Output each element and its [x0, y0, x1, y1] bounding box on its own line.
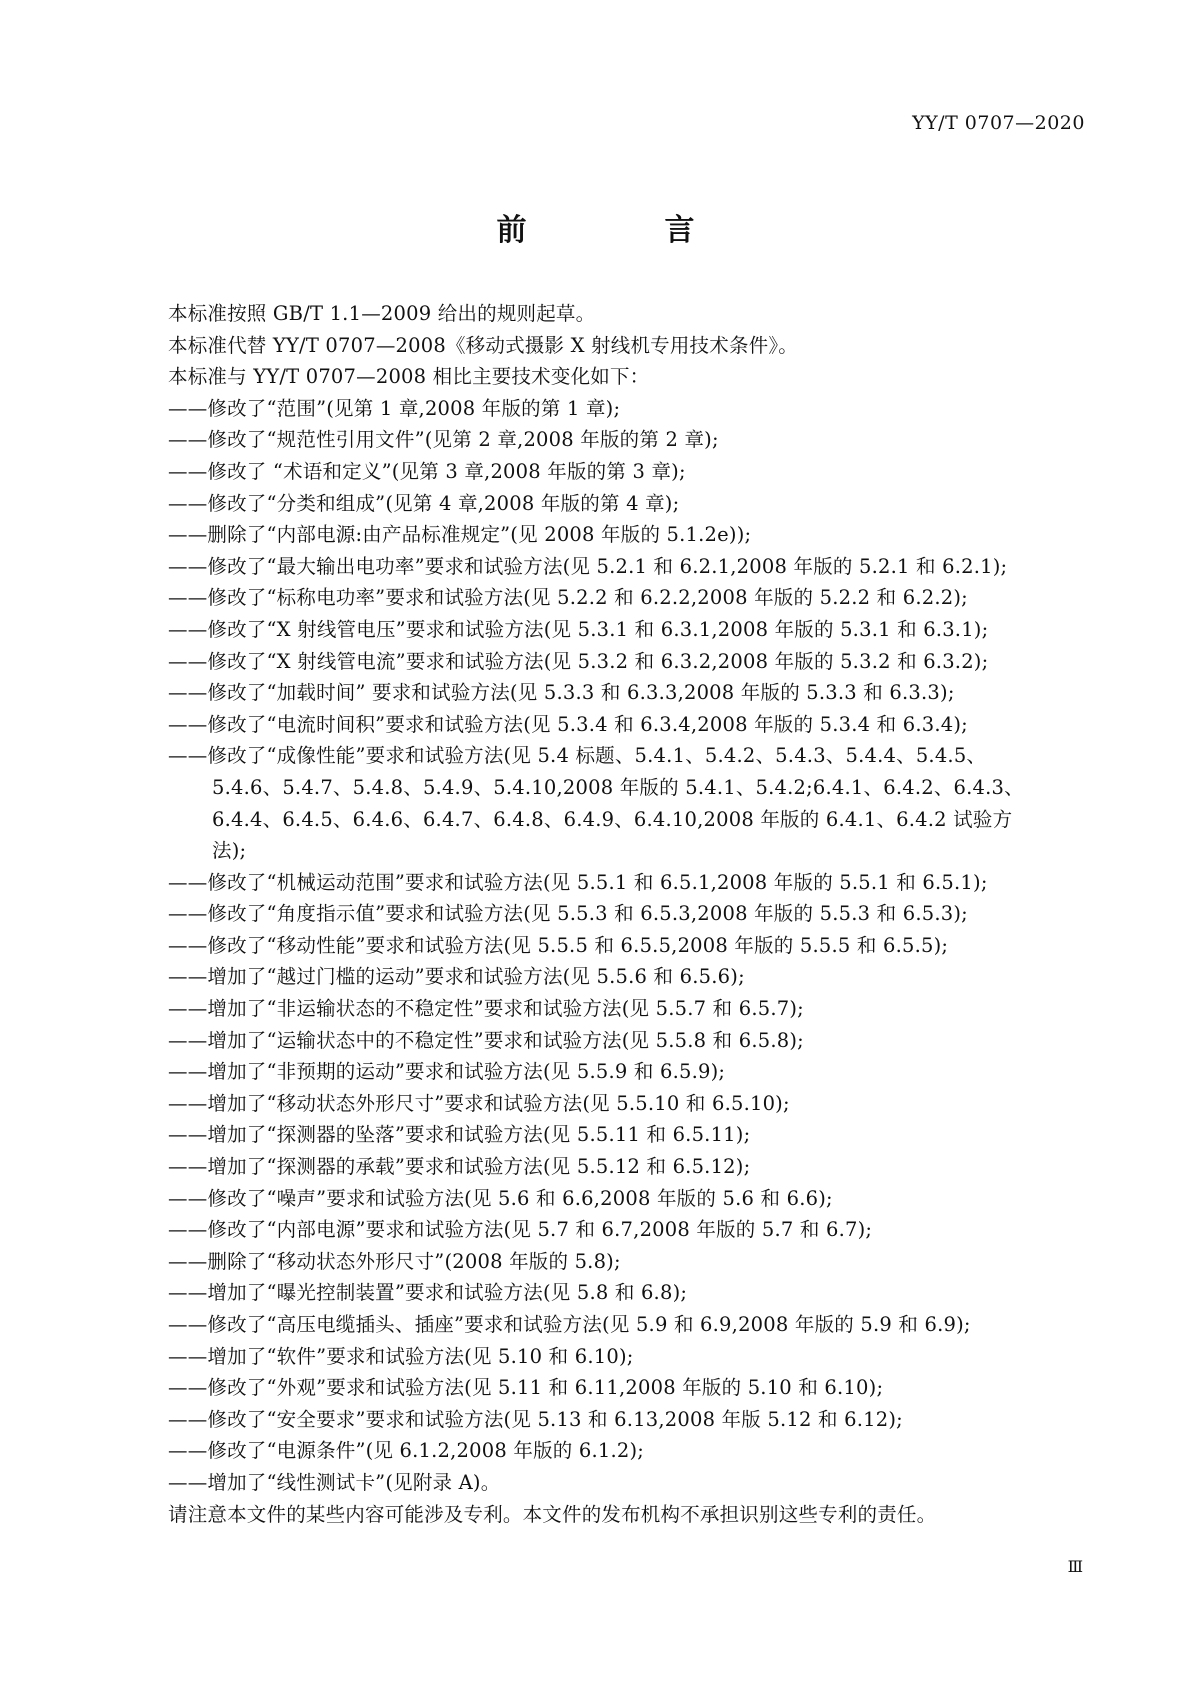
intro-paragraph: 本标准与 YY/T 0707—2008 相比主要技术变化如下： — [168, 365, 650, 389]
change-list-item: ——修改了“角度指示值”要求和试验方法(见 5.5.3 和 6.5.3,2008 年版的 5.5.3 和 6.5.3); — [168, 902, 968, 926]
change-list-item: ——增加了“软件”要求和试验方法(见 5.10 和 6.10); — [168, 1344, 634, 1368]
change-list-item: ——修改了“规范性引用文件”(见第 2 章,2008 年版的第 2 章); — [168, 428, 719, 452]
change-list-item: ——修改了“安全要求”要求和试验方法(见 5.13 和 6.13,2008 年版 5.12 和 6.12); — [168, 1407, 903, 1431]
change-list-item: ——修改了“外观”要求和试验方法(见 5.11 和 6.11,2008 年版的 5.10 和 6.10); — [168, 1376, 884, 1400]
change-list-item: ——修改了 “术语和定义”(见第 3 章,2008 年版的第 3 章); — [168, 459, 686, 483]
change-list-item: ——修改了“内部电源”要求和试验方法(见 5.7 和 6.7,2008 年版的 5.7 和 6.7); — [168, 1218, 873, 1242]
change-list-item: ——增加了“越过门槛的运动”要求和试验方法(见 5.5.6 和 6.5.6); — [168, 965, 745, 989]
change-list-item: ——修改了“高压电缆插头、插座”要求和试验方法(见 5.9 和 6.9,2008 年版的 5.9 和 6.9); — [168, 1313, 971, 1336]
change-list-item: ——删除了“内部电源:由产品标准规定”(见 2008 年版的 5.1.2e)); — [168, 523, 752, 547]
change-list-item: ——修改了“电流时间积”要求和试验方法(见 5.3.4 和 6.3.4,2008 年版的 5.3.4 和 6.3.4); — [168, 712, 968, 736]
change-list-item: ——修改了“移动性能”要求和试验方法(见 5.5.5 和 6.5.5,2008 年版的 5.5.5 和 6.5.5); — [168, 933, 949, 957]
change-list-item: ——增加了“运输状态中的不稳定性”要求和试验方法(见 5.5.8 和 6.5.8); — [168, 1028, 804, 1052]
page-header-standard-number: YY/T 0707—2020 — [912, 112, 1085, 134]
change-list-item: ——修改了“分类和组成”(见第 4 章,2008 年版的第 4 章); — [168, 491, 680, 515]
intro-paragraph: 本标准代替 YY/T 0707—2008《移动式摄影 X 射线机专用技术条件》。 — [168, 333, 799, 357]
change-list-item: ——增加了“探测器的坠落”要求和试验方法(见 5.5.11 和 6.5.11); — [168, 1123, 751, 1147]
change-list-item: ——修改了“噪声”要求和试验方法(见 5.6 和 6.6,2008 年版的 5.6 和 6.6); — [168, 1186, 833, 1210]
change-list-item: ——增加了“曝光控制装置”要求和试验方法(见 5.8 和 6.8); — [168, 1281, 688, 1305]
change-list-item: ——增加了“探测器的承载”要求和试验方法(见 5.5.12 和 6.5.12); — [168, 1155, 751, 1179]
intro-paragraph: 本标准按照 GB/T 1.1—2009 给出的规则起草。 — [168, 302, 596, 325]
change-list-item: ——修改了“成像性能”要求和试验方法(见 5.4 标题、5.4.1、5.4.2、5.4.3、5.4.4、5.4.5、5.4.6、5.4.7、5.4.8、5.4.9、5.4.10,2008 年版的 5.4.1、5.4.2;6.4.1、6.4.2、6.4.3、6.4.4、6.4.5、6.4.6、6.4.7、6.4.8、6.4.9、6.4.10,2008 年版的 6.4.1、6.4.2 试验方法); — [168, 744, 1024, 863]
change-list-item: ——修改了“最大输出电功率”要求和试验方法(见 5.2.1 和 6.2.1,2008 年版的 5.2.1 和 6.2.1); — [168, 554, 1008, 578]
change-list-item: ——修改了“X 射线管电流”要求和试验方法(见 5.3.2 和 6.3.2,2008 年版的 5.3.2 和 6.3.2); — [168, 649, 989, 673]
page-number: Ⅲ — [1067, 1557, 1083, 1576]
change-list-item: ——修改了“标称电功率”要求和试验方法(见 5.2.2 和 6.2.2,2008 年版的 5.2.2 和 6.2.2); — [168, 586, 968, 610]
change-list-item: ——增加了“线性测试卡”(见附录 A)。 — [168, 1470, 501, 1494]
change-list-item: ——增加了“移动状态外形尺寸”要求和试验方法(见 5.5.10 和 6.5.10); — [168, 1091, 790, 1115]
change-list-item: ——增加了“非运输状态的不稳定性”要求和试验方法(见 5.5.7 和 6.5.7); — [168, 997, 804, 1021]
change-list-item: ——增加了“非预期的运动”要求和试验方法(见 5.5.9 和 6.5.9); — [168, 1060, 726, 1084]
foreword-body — [168, 298, 1028, 1530]
change-list-item: ——修改了“X 射线管电压”要求和试验方法(见 5.3.1 和 6.3.1,2008 年版的 5.3.1 和 6.3.1); — [168, 617, 989, 641]
change-list-item: ——删除了“移动状态外形尺寸”(2008 年版的 5.8); — [168, 1249, 621, 1273]
change-list-item: ——修改了“机械运动范围”要求和试验方法(见 5.5.1 和 6.5.1,2008 年版的 5.5.1 和 6.5.1); — [168, 870, 988, 894]
change-list-item: ——修改了“电源条件”(见 6.1.2,2008 年版的 6.1.2); — [168, 1439, 645, 1463]
closing-paragraph: 请注意本文件的某些内容可能涉及专利。本文件的发布机构不承担识别这些专利的责任。 — [168, 1502, 937, 1526]
change-list-item: ——修改了“加载时间” 要求和试验方法(见 5.3.3 和 6.3.3,2008 年版的 5.3.3 和 6.3.3); — [168, 681, 955, 705]
change-list-item: ——修改了“范围”(见第 1 章,2008 年版的第 1 章); — [168, 396, 621, 420]
page-title: 前 言 — [496, 213, 721, 248]
